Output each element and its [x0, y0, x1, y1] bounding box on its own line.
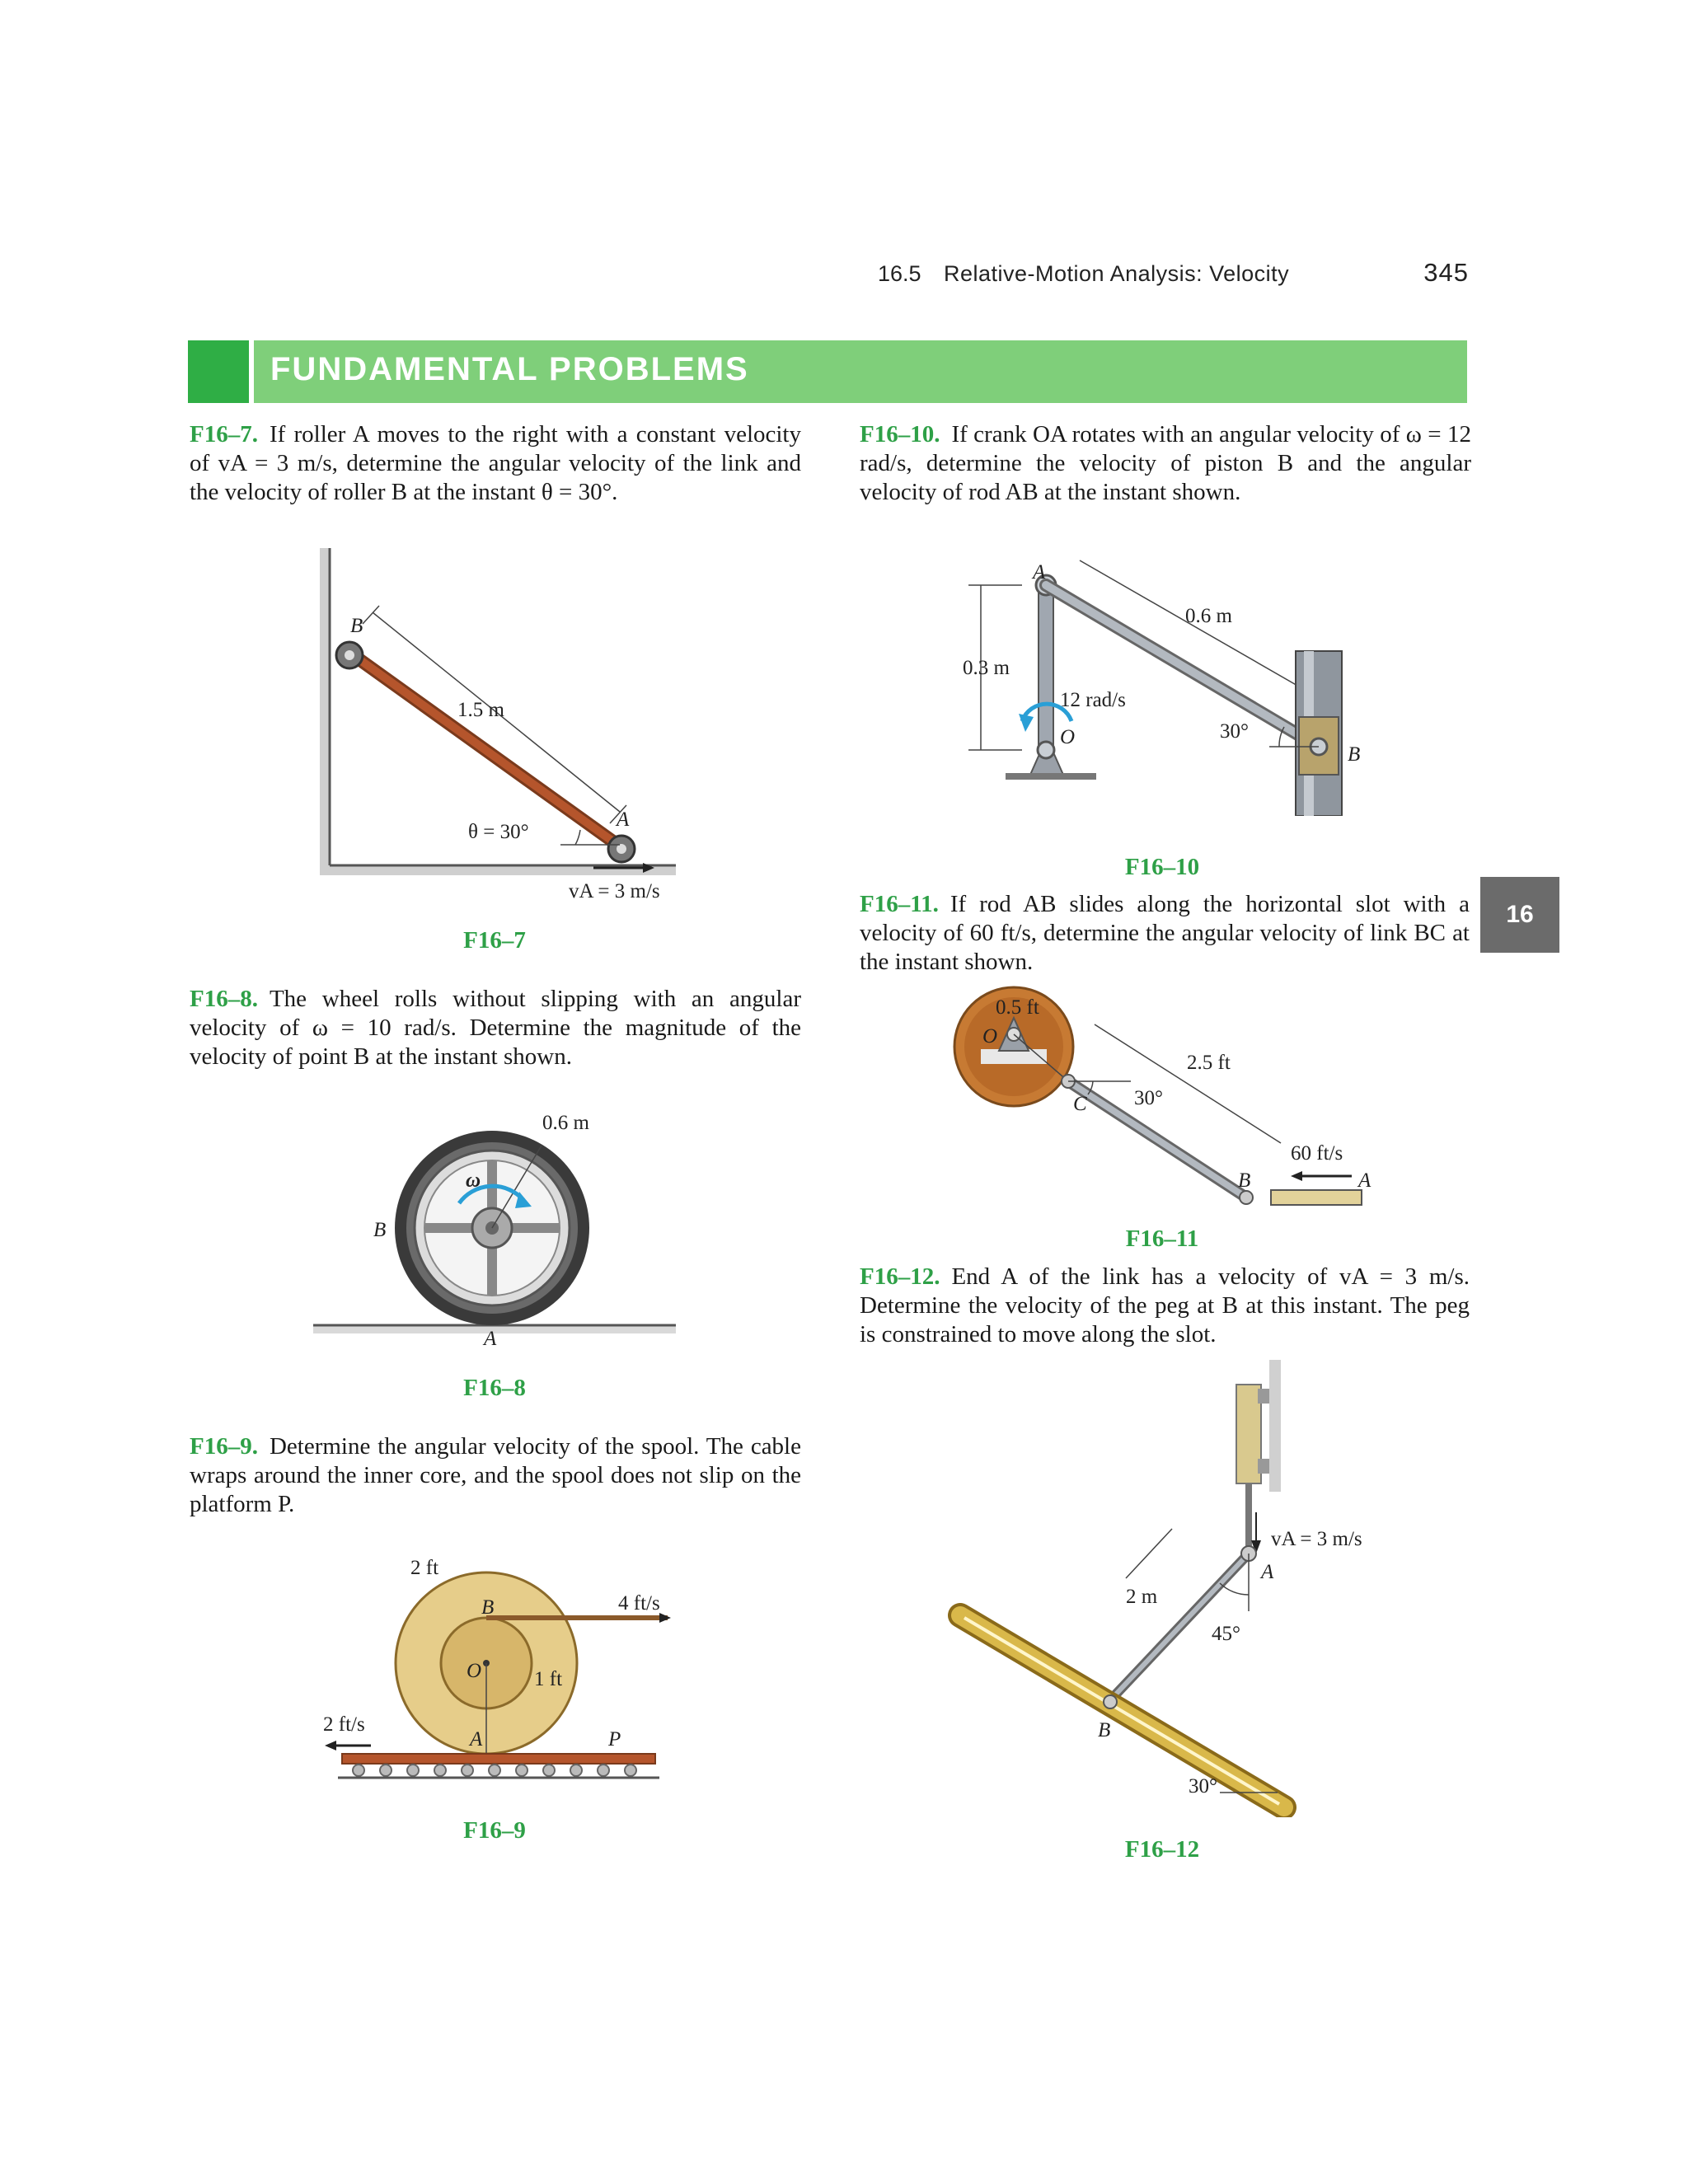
label-a: A	[484, 1328, 497, 1350]
problem-f16-11	[860, 890, 1470, 977]
problem-f16-10	[860, 420, 1471, 507]
problem-number: F16–8.	[190, 986, 258, 1012]
label-velocity: vA = 3 m/s	[569, 880, 660, 902]
label-theta: θ = 30°	[468, 821, 529, 843]
chapter-tab: 16	[1480, 877, 1559, 953]
running-head	[874, 258, 1469, 291]
page-number: 345	[1423, 258, 1469, 287]
figure-f16-12	[948, 1356, 1393, 1817]
label-b: B	[481, 1596, 495, 1619]
label-a: A	[1261, 1561, 1274, 1583]
problem-text: If crank OA rotates with an angular velocity of ω = 12 rad/s, determine the velocity of piston B and the angular velocity of rod AB at the instant shown.	[860, 421, 1471, 505]
label-angle-45: 45°	[1212, 1623, 1240, 1645]
problem-number: F16–10.	[860, 421, 940, 448]
problem-f16-7	[190, 420, 801, 507]
figure-f16-10	[956, 552, 1385, 816]
label-length: 2 m	[1126, 1586, 1158, 1608]
caption-f16-7: F16–7	[463, 927, 526, 954]
label-radius: 0.6 m	[542, 1112, 589, 1134]
problem-number: F16–11.	[860, 891, 939, 917]
banner-title: FUNDAMENTAL PROBLEMS	[270, 351, 749, 387]
caption-f16-10: F16–10	[1124, 854, 1200, 880]
label-cable-velocity: 4 ft/s	[618, 1592, 660, 1615]
caption-f16-9: F16–9	[463, 1817, 526, 1844]
problem-text: If rod AB slides along the horizontal slot with a velocity of 60 ft/s, determine the angular velocity of link BC at the instant shown.	[860, 891, 1470, 975]
section-number: 16.5	[878, 261, 921, 286]
label-platform-velocity: 2 ft/s	[323, 1713, 365, 1736]
label-inner-radius: 1 ft	[534, 1668, 563, 1690]
problem-number: F16–7.	[190, 421, 258, 448]
problem-text: End A of the link has a velocity of vA = 3 m/s. Determine the velocity of the peg at B at this instant. The peg is constrained to move along the slot.	[860, 1263, 1470, 1347]
peg-b	[1104, 1695, 1117, 1708]
label-height: 0.3 m	[963, 657, 1010, 679]
section-title: Relative-Motion Analysis: Velocity	[944, 261, 1290, 286]
slider-a	[1236, 1385, 1261, 1483]
wall	[320, 548, 330, 874]
label-velocity: vA = 3 m/s	[1271, 1528, 1362, 1550]
label-link-length: 2.5 ft	[1187, 1052, 1231, 1074]
problem-text: If roller A moves to the right with a constant velocity of vA = 3 m/s, determine the angular velocity of the link and the velocity of roller B at the instant θ = 30°.	[190, 421, 801, 505]
problem-text: Determine the angular velocity of the spool. The cable wraps around the inner core, and the spool does not slip on the platform P.	[190, 1433, 801, 1517]
figure-f16-7	[313, 540, 692, 902]
figure-f16-9	[313, 1554, 684, 1801]
label-angle: 30°	[1134, 1087, 1163, 1109]
caption-f16-11: F16–11	[1125, 1226, 1199, 1252]
label-rod-length: 0.6 m	[1185, 605, 1232, 627]
label-omega: ω	[466, 1169, 481, 1192]
problem-text: The wheel rolls without slipping with an angular velocity of ω = 10 rad/s. Determine the magnitude of the velocity of point B at the instant shown.	[190, 986, 801, 1070]
crank-oa	[1039, 585, 1053, 750]
label-a: A	[1358, 1169, 1372, 1192]
wall	[1269, 1360, 1281, 1492]
label-b: B	[1238, 1169, 1251, 1192]
platform	[342, 1754, 655, 1764]
label-angle-30: 30°	[1189, 1775, 1217, 1797]
fundamental-problems-banner	[188, 340, 1467, 403]
label-p: P	[608, 1728, 621, 1750]
problem-f16-8	[190, 985, 801, 1071]
label-angle: 30°	[1220, 720, 1249, 743]
label-radius: 0.5 ft	[996, 996, 1039, 1019]
crank-support	[1006, 773, 1096, 780]
label-a: A	[617, 808, 630, 831]
caption-f16-12: F16–12	[1124, 1836, 1200, 1863]
label-a: A	[470, 1728, 483, 1750]
problem-f16-9	[190, 1432, 801, 1519]
banner-tab	[188, 340, 249, 403]
figure-f16-11	[948, 985, 1385, 1207]
label-outer-radius: 2 ft	[410, 1557, 439, 1579]
label-c: C	[1073, 1093, 1087, 1115]
label-velocity: 60 ft/s	[1291, 1142, 1343, 1165]
label-o: O	[982, 1025, 998, 1047]
figure-f16-8	[309, 1104, 688, 1356]
rod-ab	[1271, 1190, 1362, 1205]
problem-number: F16–12.	[860, 1263, 940, 1290]
label-a: A	[1033, 561, 1046, 583]
label-omega: 12 rad/s	[1060, 689, 1126, 711]
label-b: B	[350, 615, 363, 637]
label-o: O	[1060, 726, 1076, 748]
label-b: B	[1098, 1719, 1111, 1741]
problem-number: F16–9.	[190, 1433, 258, 1460]
caption-f16-8: F16–8	[463, 1375, 526, 1401]
label-o: O	[467, 1660, 482, 1682]
problem-f16-12	[860, 1263, 1470, 1349]
label-b: B	[1348, 743, 1361, 766]
label-b: B	[373, 1219, 387, 1241]
label-length: 1.5 m	[457, 699, 504, 721]
